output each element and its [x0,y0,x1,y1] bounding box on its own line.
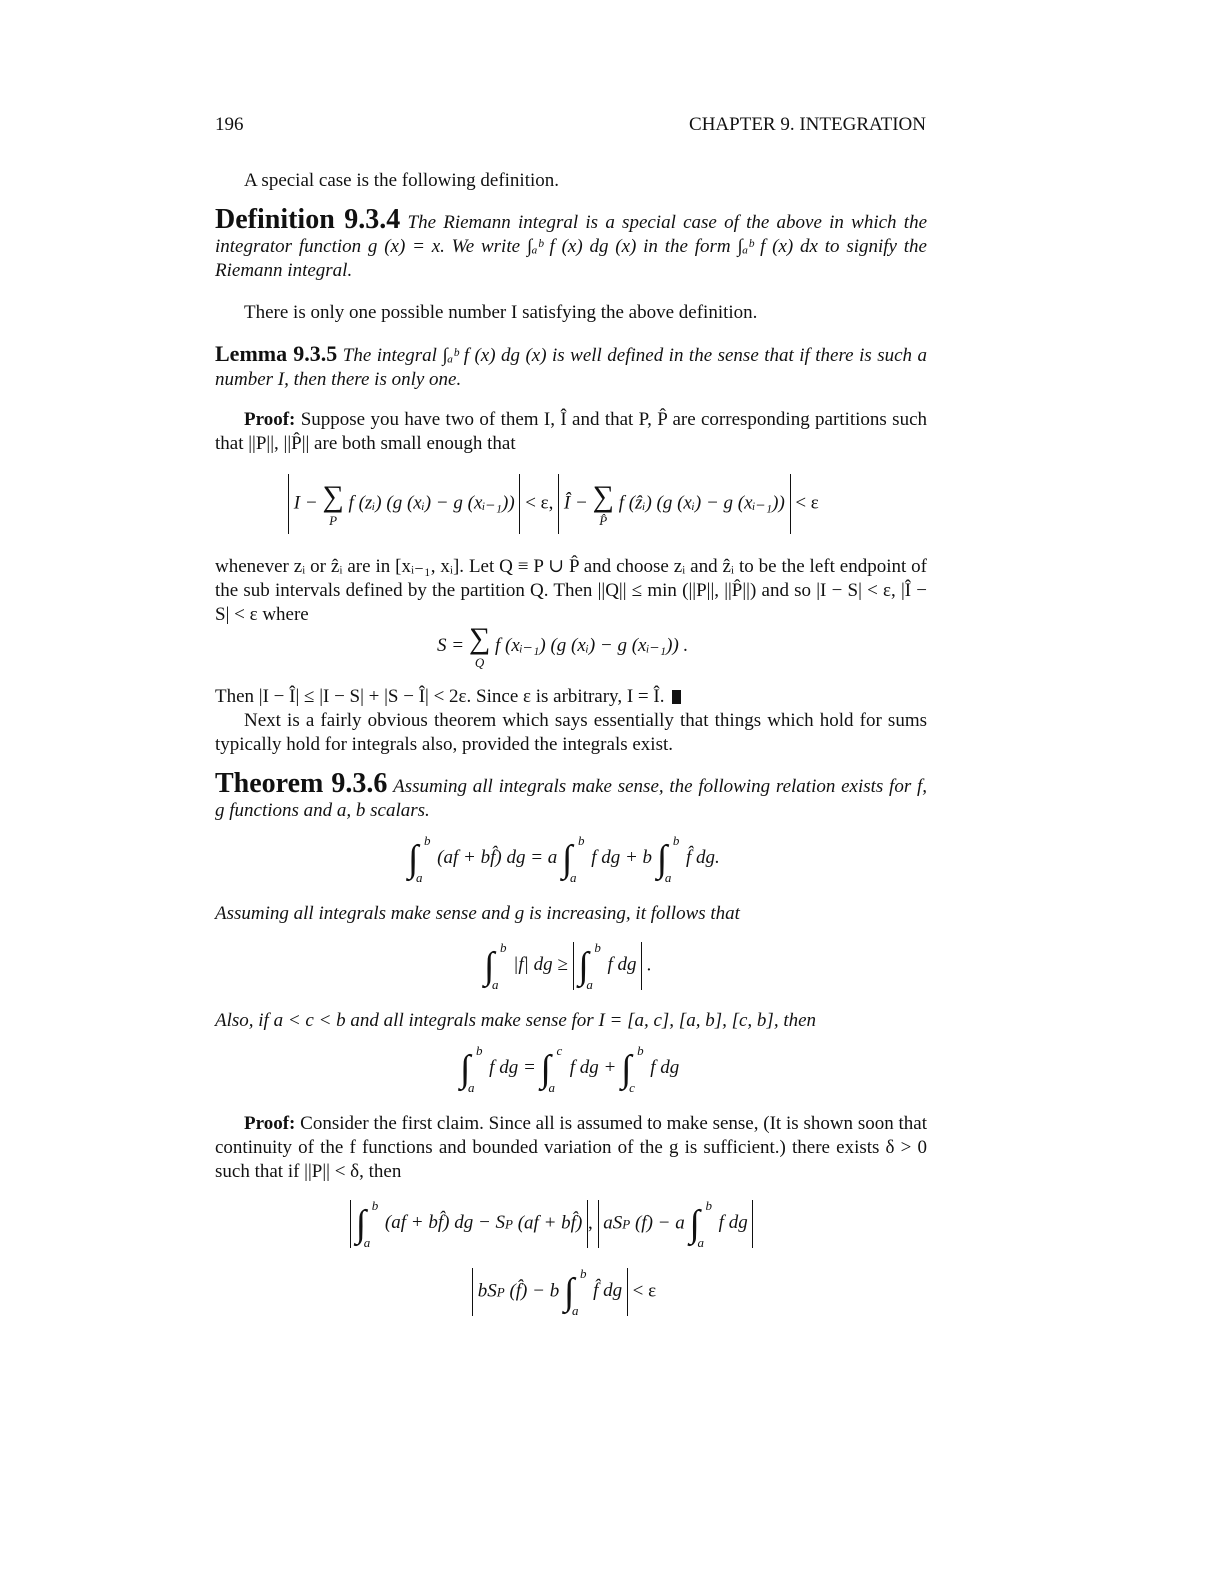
integral-symbol: ∫ b a [689,1198,712,1250]
eq-text: f dg = [489,1057,536,1079]
running-header: CHAPTER 9. INTEGRATION [689,114,926,135]
equation-absolute-inequality [484,942,652,990]
equation-riemann-sum-bounds [350,1200,753,1248]
eq-text: (af + bf̂) [517,1212,583,1234]
equation-S-definition [437,624,688,669]
eq-text: f dg [650,1057,680,1079]
proof-paragraph [215,408,927,456]
page-number: 196 [215,114,244,135]
equation-b-term-bound [472,1268,656,1316]
sum-symbol: ∑ P [322,479,344,528]
abs-bar [288,474,289,534]
abs-bar [627,1268,628,1316]
sum-symbol: ∑ P̂ [592,479,614,528]
theorem-label: Theorem 9.3.6 [215,768,388,799]
eq-subscript: P [505,1216,513,1232]
eq-subscript: P [496,1284,505,1300]
eq-text: f (zᵢ) (g (xᵢ) − g (xᵢ₋₁)) [348,492,515,514]
proof-text: Consider the first claim. Since all is assumed to make sense, (It is shown soon that continuity of the f functions and bounded variation of the g is sufficient.) there exists δ > 0 such that if ||P|| < δ, then [215,1113,928,1182]
lemma-block [215,342,927,392]
eq-text: < ε, [525,492,554,514]
abs-bar [558,474,559,534]
eq-text: < ε [632,1280,657,1302]
eq-text: < ε [795,492,819,514]
uniqueness-paragraph: There is only one possible number I satisfying the above definition. [244,302,758,323]
then-paragraph [215,685,927,709]
integral-symbol: ∫ b a [578,940,601,992]
integral-symbol: ∫ b a [563,1266,587,1318]
equation-additivity [460,1043,680,1095]
eq-text: f dg [718,1212,748,1234]
equation-sums-bound [288,474,819,534]
theorem-paragraph-2: Assuming all integrals make sense and g is increasing, it follows that [215,903,740,924]
sum-symbol: ∑ Q [468,622,491,670]
intro-paragraph: A special case is the following definition. [244,170,560,191]
whenever-paragraph: whenever zᵢ or ẑᵢ are in [xᵢ₋₁, xᵢ]. Let Q ≡ P ∪ P̂ and choose zᵢ and ẑᵢ to be the left endpoint of the sub intervals defined by the partition Q. Then ||Q|| ≤ min (||P||, ||P̂||) and so |I − S| < ε, |Î − S| < ε where [215,556,927,625]
integral-symbol: ∫ b c [621,1043,644,1095]
eq-text: f dg + b [591,847,653,869]
theorem-block [215,768,928,823]
eq-text: S = [437,634,469,656]
theorem-paragraph-3: Also, if a < c < b and all integrals make sense for I = [a, c], [a, b], [c, b], then [215,1010,817,1031]
eq-text: (af + bf̂) dg = a [437,847,558,869]
integral-symbol: ∫ b a [408,833,431,885]
eq-text: I − [293,492,323,514]
integral-symbol: ∫ b a [355,1198,379,1250]
qed-square-icon [672,690,681,704]
next-paragraph: Next is a fairly obvious theorem which says essentially that things which hold for sums typically hold for integrals also, provided the integrals exist. [215,710,927,755]
lemma-label: Lemma 9.3.5 [215,341,338,366]
eq-text: |f| dg ≥ [513,954,568,976]
definition-text: The Riemann integral is a special case of the above in which the integrator function g (x) = x. We write ∫ₐᵇ f (x) dg (x) in the form ∫ₐᵇ f (x) dx to signify the Riemann integral. [215,212,927,281]
integral-symbol: ∫ b a [484,940,507,992]
eq-text: f̂ dg. [685,847,720,869]
eq-text: (f̂) − b [509,1280,560,1302]
proof-label: Proof: [244,1113,296,1134]
abs-bar [350,1200,351,1248]
abs-bar [519,474,520,534]
integral-symbol: ∫ c a [540,1043,563,1095]
proof-label: Proof: [244,409,296,430]
abs-bar [573,942,574,990]
eq-subscript: P [622,1216,631,1232]
eq-text: f̂ dg [593,1280,623,1302]
eq-text: Î − [563,492,593,514]
eq-text: f (ẑᵢ) (g (xᵢ) − g (xᵢ₋₁)) [618,492,785,514]
eq-text: . [647,954,652,976]
definition-block [215,204,927,283]
theorem-text: Assuming all integrals make sense, the following relation exists for f, g functions and a, b scalars. [215,776,928,821]
eq-text: , [588,1212,593,1234]
equation-linearity [408,833,720,885]
proof2-paragraph [215,1112,927,1184]
lemma-text: The integral ∫ₐᵇ f (x) dg (x) is well defined in the sense that if there is such a number I, then there is only one. [215,345,927,390]
eq-text: f (xᵢ₋₁) (g (xᵢ) − g (xᵢ₋₁)) . [494,634,689,656]
definition-label: Definition 9.3.4 [215,204,401,235]
abs-bar [790,474,791,534]
integral-symbol: ∫ b a [562,833,585,885]
integral-symbol: ∫ b a [460,1043,483,1095]
then-text: Then |I − Î| ≤ |I − S| + |S − Î| < 2ε. Since ε is arbitrary, I = Î. [215,686,665,707]
eq-text: f dg + [569,1057,617,1079]
abs-bar [472,1268,473,1316]
abs-bar [752,1200,753,1248]
abs-bar [641,942,642,990]
proof-text: Suppose you have two of them I, Î and that P, P̂ are corresponding partitions such that ||P||, ||P̂|| are both small enough that [215,409,927,454]
eq-text: aS [603,1212,623,1234]
eq-text: f dg [607,954,637,976]
integral-symbol: ∫ b a [656,833,680,885]
abs-bar [598,1200,599,1248]
eq-text: bS [477,1280,497,1302]
eq-text: (af + bf̂) dg − S [384,1212,506,1234]
eq-text: (f) − a [634,1212,685,1234]
